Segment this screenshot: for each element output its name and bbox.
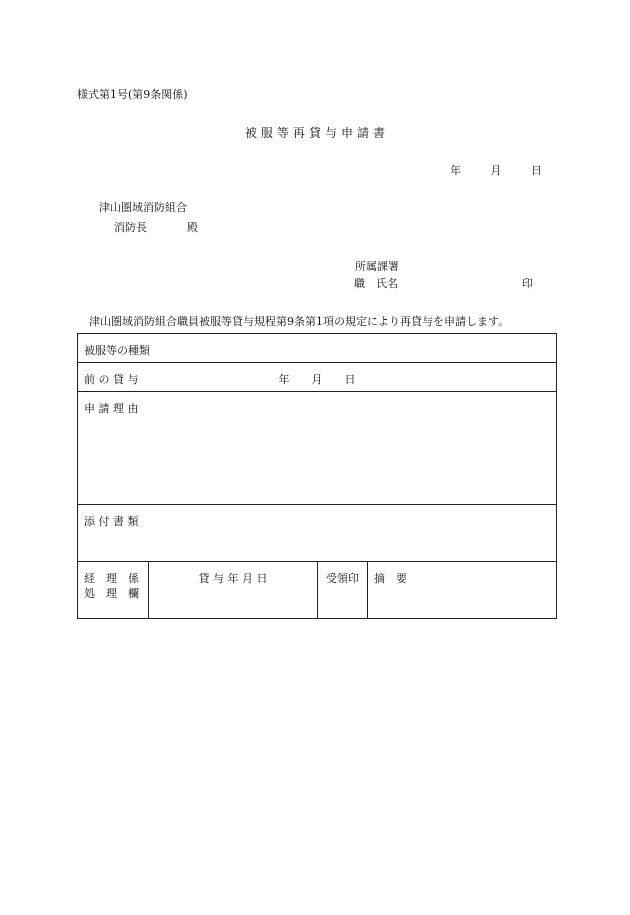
attachments-label: 添 付 書 類 <box>84 515 139 528</box>
loan-date-field[interactable] <box>149 562 318 619</box>
addressee-organization: 津山圏域消防組合 <box>99 201 187 214</box>
item-type-field[interactable] <box>78 334 557 363</box>
applicant-position-name-label: 職 氏名 <box>354 277 398 290</box>
application-date <box>450 162 542 178</box>
table-row <box>78 505 557 562</box>
applicant-department-label: 所属課署 <box>355 260 399 273</box>
receipt-seal-field[interactable] <box>318 562 368 619</box>
table-row <box>78 562 557 619</box>
table-row <box>78 334 557 363</box>
processing-label-cell <box>78 562 149 619</box>
reason-label: 申 請 理 由 <box>84 402 139 415</box>
item-type-label: 被服等の種類 <box>84 344 150 357</box>
addressee-recipient: 消防長 <box>114 221 147 234</box>
table-row <box>78 392 557 505</box>
date-month-label: 月 <box>490 164 502 177</box>
loan-date-header: 貸 与 年 月 日 <box>198 572 268 585</box>
applicant-position-name <box>354 275 533 291</box>
addressee-line <box>114 219 198 235</box>
receipt-seal-header: 受領印 <box>326 572 359 585</box>
attachments-field[interactable] <box>78 505 557 562</box>
date-day-label: 日 <box>531 164 542 177</box>
application-statement: 津山圏域消防組合職員被服等貸与規程第9条第1項の規定により再貸与を申請します。 <box>89 315 510 328</box>
seal-label: 印 <box>522 277 533 290</box>
previous-loan-field[interactable] <box>78 363 557 392</box>
table-row <box>78 363 557 392</box>
addressee-honorific: 殿 <box>187 221 198 234</box>
reason-field[interactable] <box>78 392 557 505</box>
previous-loan-date: 年 月 日 <box>278 373 356 386</box>
application-form-table <box>77 333 557 619</box>
previous-loan-label: 前 の 貸 与 <box>84 373 139 386</box>
remarks-field[interactable] <box>368 562 557 619</box>
form-number: 様式第1号(第9条関係) <box>77 88 188 101</box>
date-year-label: 年 <box>450 164 461 177</box>
processing-label-line1: 経 理 係 <box>84 572 139 585</box>
remarks-header: 摘 要 <box>374 572 407 585</box>
processing-label-line2: 処 理 欄 <box>84 587 139 600</box>
document-title: 被 服 等 再 貸 与 申 請 書 <box>244 126 386 140</box>
